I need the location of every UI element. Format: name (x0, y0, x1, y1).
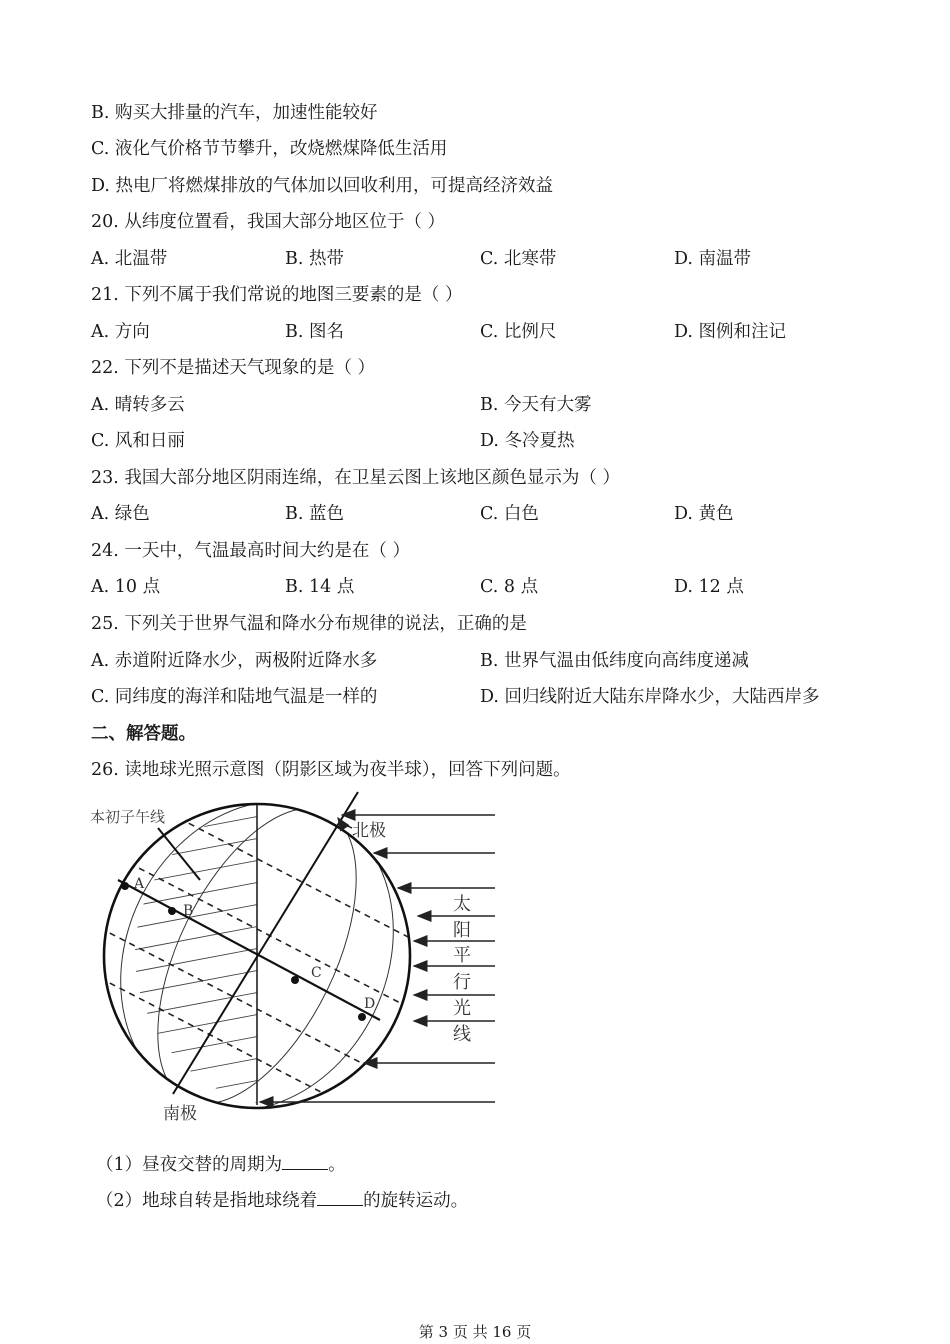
prev-option-c: C. 液化气价格节节攀升，改烧燃煤降低生活用 (91, 139, 448, 159)
point-d-label: D (364, 996, 376, 1012)
q20-option-a: A. 北温带 (91, 249, 168, 269)
prime-meridian-pointer (158, 828, 200, 880)
prime-meridian-label: 本初子午线 (90, 808, 166, 826)
earth-axis (173, 792, 358, 1094)
prev-option-b: B. 购买大排量的汽车，加速性能较好 (91, 103, 378, 123)
prev-option-d: D. 热电厂将燃煤排放的气体加以回收利用，可提高经济效益 (91, 176, 554, 196)
point-a (121, 882, 129, 890)
q23-option-a: A. 绿色 (91, 504, 150, 524)
q20-stem: 20. 从纬度位置看，我国大部分地区位于（ ） (91, 212, 445, 232)
q25-option-c: C. 同纬度的海洋和陆地气温是一样的 (91, 687, 378, 707)
q26-sub2-text: （2）地球自转是指地球绕着 (96, 1191, 318, 1211)
q25-option-d: D. 回归线附近大陆东岸降水少，大陆西岸多 (480, 687, 820, 707)
north-pole-label: 北极 (352, 821, 386, 841)
point-b (168, 907, 176, 915)
point-b-label: B (183, 903, 194, 919)
point-a-label: A (134, 876, 145, 892)
q21-option-a: A. 方向 (91, 322, 150, 342)
q24-option-d: D. 12 点 (674, 577, 744, 597)
section-title: 二、解答题。 (91, 724, 196, 744)
q24-option-a: A. 10 点 (91, 577, 161, 597)
sunlight-char-3: 平 (453, 945, 471, 966)
q22-option-b: B. 今天有大雾 (480, 395, 592, 415)
q26-sub1-blank[interactable] (282, 1153, 328, 1170)
q26-sub2-end: 的旋转运动。 (363, 1191, 469, 1211)
sunlight-char-2: 阳 (453, 920, 471, 941)
q23-stem: 23. 我国大部分地区阴雨连绵，在卫星云图上该地区颜色显示为（ ） (91, 468, 620, 488)
q23-option-c: C. 白色 (480, 504, 539, 524)
q23-option-d: D. 黄色 (674, 504, 734, 524)
q24-stem: 24. 一天中，气温最高时间大约是在（ ） (91, 541, 410, 561)
q24-option-b: B. 14 点 (285, 577, 355, 597)
q25-option-b: B. 世界气温由低纬度向高纬度递减 (480, 651, 749, 671)
point-d (358, 1013, 366, 1021)
earth-illumination-diagram (80, 788, 510, 1128)
q26-sub2-blank[interactable] (317, 1189, 363, 1206)
q22-option-c: C. 风和日丽 (91, 431, 185, 451)
sunlight-char-1: 太 (453, 894, 471, 915)
q25-option-a: A. 赤道附近降水少，两极附近降水多 (91, 651, 378, 671)
equator-line (118, 880, 380, 1020)
point-c-label: C (311, 965, 322, 981)
q26-sub1-text: （1）昼夜交替的周期为 (96, 1155, 283, 1175)
q26-sub1-end: 。 (328, 1155, 346, 1175)
q21-option-c: C. 比例尺 (480, 322, 557, 342)
sunlight-char-4: 行 (453, 972, 471, 993)
page-footer: 第 3 页 共 16 页 (418, 1323, 532, 1341)
q22-option-d: D. 冬冷夏热 (480, 431, 575, 451)
south-pole-label: 南极 (163, 1104, 197, 1124)
q21-stem: 21. 下列不属于我们常说的地图三要素的是（ ） (91, 285, 463, 305)
q23-option-b: B. 蓝色 (285, 504, 344, 524)
q22-option-a: A. 晴转多云 (91, 395, 185, 415)
sunlight-char-5: 光 (453, 998, 471, 1019)
q21-option-d: D. 图例和注记 (674, 322, 787, 342)
q26-sub2 (96, 1189, 468, 1213)
q20-option-b: B. 热带 (285, 249, 344, 269)
q24-option-c: C. 8 点 (480, 577, 539, 597)
q22-stem: 22. 下列不是描述天气现象的是（ ） (91, 358, 375, 378)
point-c (291, 976, 299, 984)
q20-option-d: D. 南温带 (674, 249, 752, 269)
q21-option-b: B. 图名 (285, 322, 344, 342)
q26-sub1 (96, 1153, 346, 1177)
sunlight-char-6: 线 (453, 1024, 471, 1045)
q20-option-c: C. 北寒带 (480, 249, 557, 269)
q25-stem: 25. 下列关于世界气温和降水分布规律的说法，正确的是 (91, 614, 527, 634)
q26-stem: 26. 读地球光照示意图（阴影区域为夜半球），回答下列问题。 (91, 760, 571, 780)
